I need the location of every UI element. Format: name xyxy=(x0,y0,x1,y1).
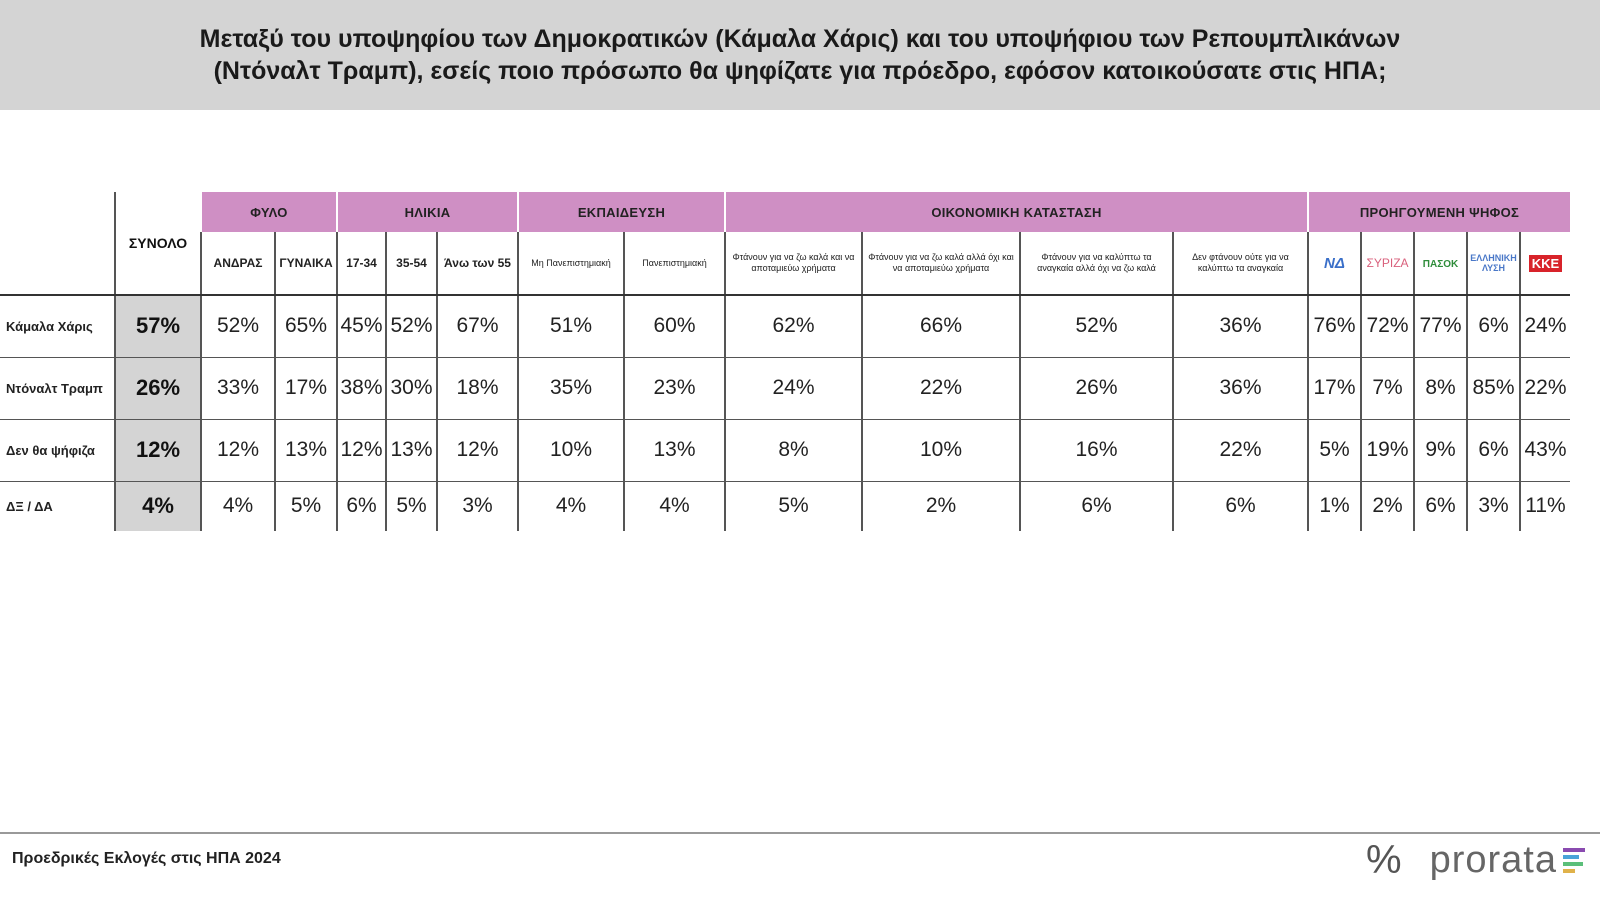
value-cell: 65% xyxy=(275,295,337,357)
column-header-university: Πανεπιστημιακή xyxy=(624,232,725,295)
title-bar xyxy=(0,0,1600,110)
value-cell: 7% xyxy=(1361,357,1414,419)
value-cell: 19% xyxy=(1361,419,1414,481)
row-label: Δεν θα ψήφιζα xyxy=(0,419,115,481)
value-cell: 4% xyxy=(201,481,275,531)
total-cell: 4% xyxy=(115,481,201,531)
value-cell: 5% xyxy=(1308,419,1361,481)
column-header-not-enough: Δεν φτάνουν ούτε για να καλύπτω τα αναγκαία xyxy=(1173,232,1308,295)
column-header-men: ΑΝΔΡΑΣ xyxy=(201,232,275,295)
value-cell: 1% xyxy=(1308,481,1361,531)
total-cell: 12% xyxy=(115,419,201,481)
group-header-previous-vote: ΠΡΟΗΓΟΥΜΕΝΗ ΨΗΦΟΣ xyxy=(1308,192,1570,232)
value-cell: 6% xyxy=(1414,481,1467,531)
column-header-age-17-34: 17-34 xyxy=(337,232,386,295)
table-row xyxy=(0,481,1570,531)
value-cell: 62% xyxy=(725,295,862,357)
value-cell: 66% xyxy=(862,295,1020,357)
nd-logo-icon: ΝΔ xyxy=(1308,232,1361,295)
group-header-gender: ΦΥΛΟ xyxy=(201,192,337,232)
column-header-cover-necessities: Φτάνουν για να καλύπτω τα αναγκαία αλλά όχι να ζω καλά xyxy=(1020,232,1173,295)
kke-logo-icon: ΚΚΕ xyxy=(1520,232,1570,295)
value-cell: 23% xyxy=(624,357,725,419)
value-cell: 5% xyxy=(386,481,437,531)
elliniki-lysi-logo-icon: ΕΛΛΗΝΙΚΗ ΛΥΣΗ xyxy=(1467,232,1520,295)
group-header-education: ΕΚΠΑΙΔΕΥΣΗ xyxy=(518,192,725,232)
total-column-header: ΣΥΝΟΛΟ xyxy=(115,192,201,295)
value-cell: 22% xyxy=(862,357,1020,419)
value-cell: 22% xyxy=(1520,357,1570,419)
footer-caption: Προεδρικές Εκλογές στις ΗΠΑ 2024 xyxy=(12,850,281,867)
value-cell: 11% xyxy=(1520,481,1570,531)
value-cell: 45% xyxy=(337,295,386,357)
value-cell: 13% xyxy=(386,419,437,481)
value-cell: 9% xyxy=(1414,419,1467,481)
brand-bars-icon xyxy=(1563,848,1585,873)
column-header-live-well-no-savings: Φτάνουν για να ζω καλά αλλά όχι και να αποταμιεύω χρήματα xyxy=(862,232,1020,295)
column-header-non-university: Μη Πανεπιστημιακή xyxy=(518,232,624,295)
table-row xyxy=(0,295,1570,357)
column-header-age-55-plus: Άνω των 55 xyxy=(437,232,518,295)
value-cell: 17% xyxy=(275,357,337,419)
row-label: Κάμαλα Χάρις xyxy=(0,295,115,357)
value-cell: 6% xyxy=(1020,481,1173,531)
value-cell: 72% xyxy=(1361,295,1414,357)
value-cell: 85% xyxy=(1467,357,1520,419)
value-cell: 6% xyxy=(337,481,386,531)
value-cell: 24% xyxy=(1520,295,1570,357)
column-header-live-well-and-save: Φτάνουν για να ζω καλά και να αποταμιεύω χρήματα xyxy=(725,232,862,295)
value-cell: 3% xyxy=(437,481,518,531)
row-label: ΔΞ / ΔΑ xyxy=(6,498,53,514)
value-cell: 26% xyxy=(1020,357,1173,419)
value-cell: 36% xyxy=(1173,357,1308,419)
value-cell: 22% xyxy=(1173,419,1308,481)
value-cell: 77% xyxy=(1414,295,1467,357)
value-cell: 2% xyxy=(862,481,1020,531)
row-label: Ντόναλτ Τραμπ xyxy=(0,357,115,419)
value-cell: 60% xyxy=(624,295,725,357)
value-cell: 4% xyxy=(518,481,624,531)
value-cell: 52% xyxy=(201,295,275,357)
prorata-logo xyxy=(1366,832,1585,888)
brand-name: prorata xyxy=(1429,838,1557,881)
total-cell: 26% xyxy=(115,357,201,419)
value-cell: 12% xyxy=(201,419,275,481)
footer-divider xyxy=(0,832,1600,834)
syriza-logo-icon: ΣΥΡΙΖΑ xyxy=(1361,232,1414,295)
value-cell: 10% xyxy=(862,419,1020,481)
value-cell: 12% xyxy=(337,419,386,481)
group-header-age: ΗΛΙΚΙΑ xyxy=(337,192,518,232)
value-cell: 36% xyxy=(1173,295,1308,357)
value-cell: 6% xyxy=(1467,419,1520,481)
value-cell: 30% xyxy=(386,357,437,419)
value-cell: 33% xyxy=(201,357,275,419)
value-cell: 35% xyxy=(518,357,624,419)
value-cell: 51% xyxy=(518,295,624,357)
value-cell: 13% xyxy=(624,419,725,481)
value-cell: 6% xyxy=(1467,295,1520,357)
value-cell: 5% xyxy=(275,481,337,531)
value-cell: 16% xyxy=(1020,419,1173,481)
value-cell: 76% xyxy=(1308,295,1361,357)
value-cell: 52% xyxy=(1020,295,1173,357)
question-line-1: Μεταξύ του υποψηφίου των Δημοκρατικών (Κάμαλα Χάρις) και του υποψήφιου των Ρεπουμπλικάνων xyxy=(199,25,1401,53)
group-header-economic-situation: ΟΙΚΟΝΟΜΙΚΗ ΚΑΤΑΣΤΑΣΗ xyxy=(725,192,1308,232)
column-header-age-35-54: 35-54 xyxy=(386,232,437,295)
value-cell: 67% xyxy=(437,295,518,357)
value-cell: 18% xyxy=(437,357,518,419)
value-cell: 5% xyxy=(725,481,862,531)
value-cell: 10% xyxy=(518,419,624,481)
corner-cell xyxy=(0,192,115,295)
value-cell: 38% xyxy=(337,357,386,419)
value-cell: 52% xyxy=(386,295,437,357)
value-cell: 8% xyxy=(725,419,862,481)
value-cell: 2% xyxy=(1361,481,1414,531)
value-cell: 43% xyxy=(1520,419,1570,481)
value-cell: 6% xyxy=(1173,481,1308,531)
question-line-2: (Ντόναλτ Τραμπ), εσείς ποιο πρόσωπο θα ψηφίζατε για πρόεδρο, εφόσον κατοικούσατε στις ΗΠΑ; xyxy=(213,57,1387,85)
value-cell: 4% xyxy=(624,481,725,531)
total-cell: 57% xyxy=(115,295,201,357)
value-cell: 8% xyxy=(1414,357,1467,419)
percent-icon: % xyxy=(1366,837,1402,882)
value-cell: 24% xyxy=(725,357,862,419)
table-row xyxy=(0,357,1570,419)
table-row xyxy=(0,419,1570,481)
value-cell: 13% xyxy=(275,419,337,481)
value-cell: 3% xyxy=(1467,481,1520,531)
column-header-women: ΓΥΝΑΙΚΑ xyxy=(275,232,337,295)
results-table xyxy=(0,192,1570,531)
value-cell: 12% xyxy=(437,419,518,481)
value-cell: 17% xyxy=(1308,357,1361,419)
pasok-logo-icon: ΠΑΣΟΚ xyxy=(1414,232,1467,295)
